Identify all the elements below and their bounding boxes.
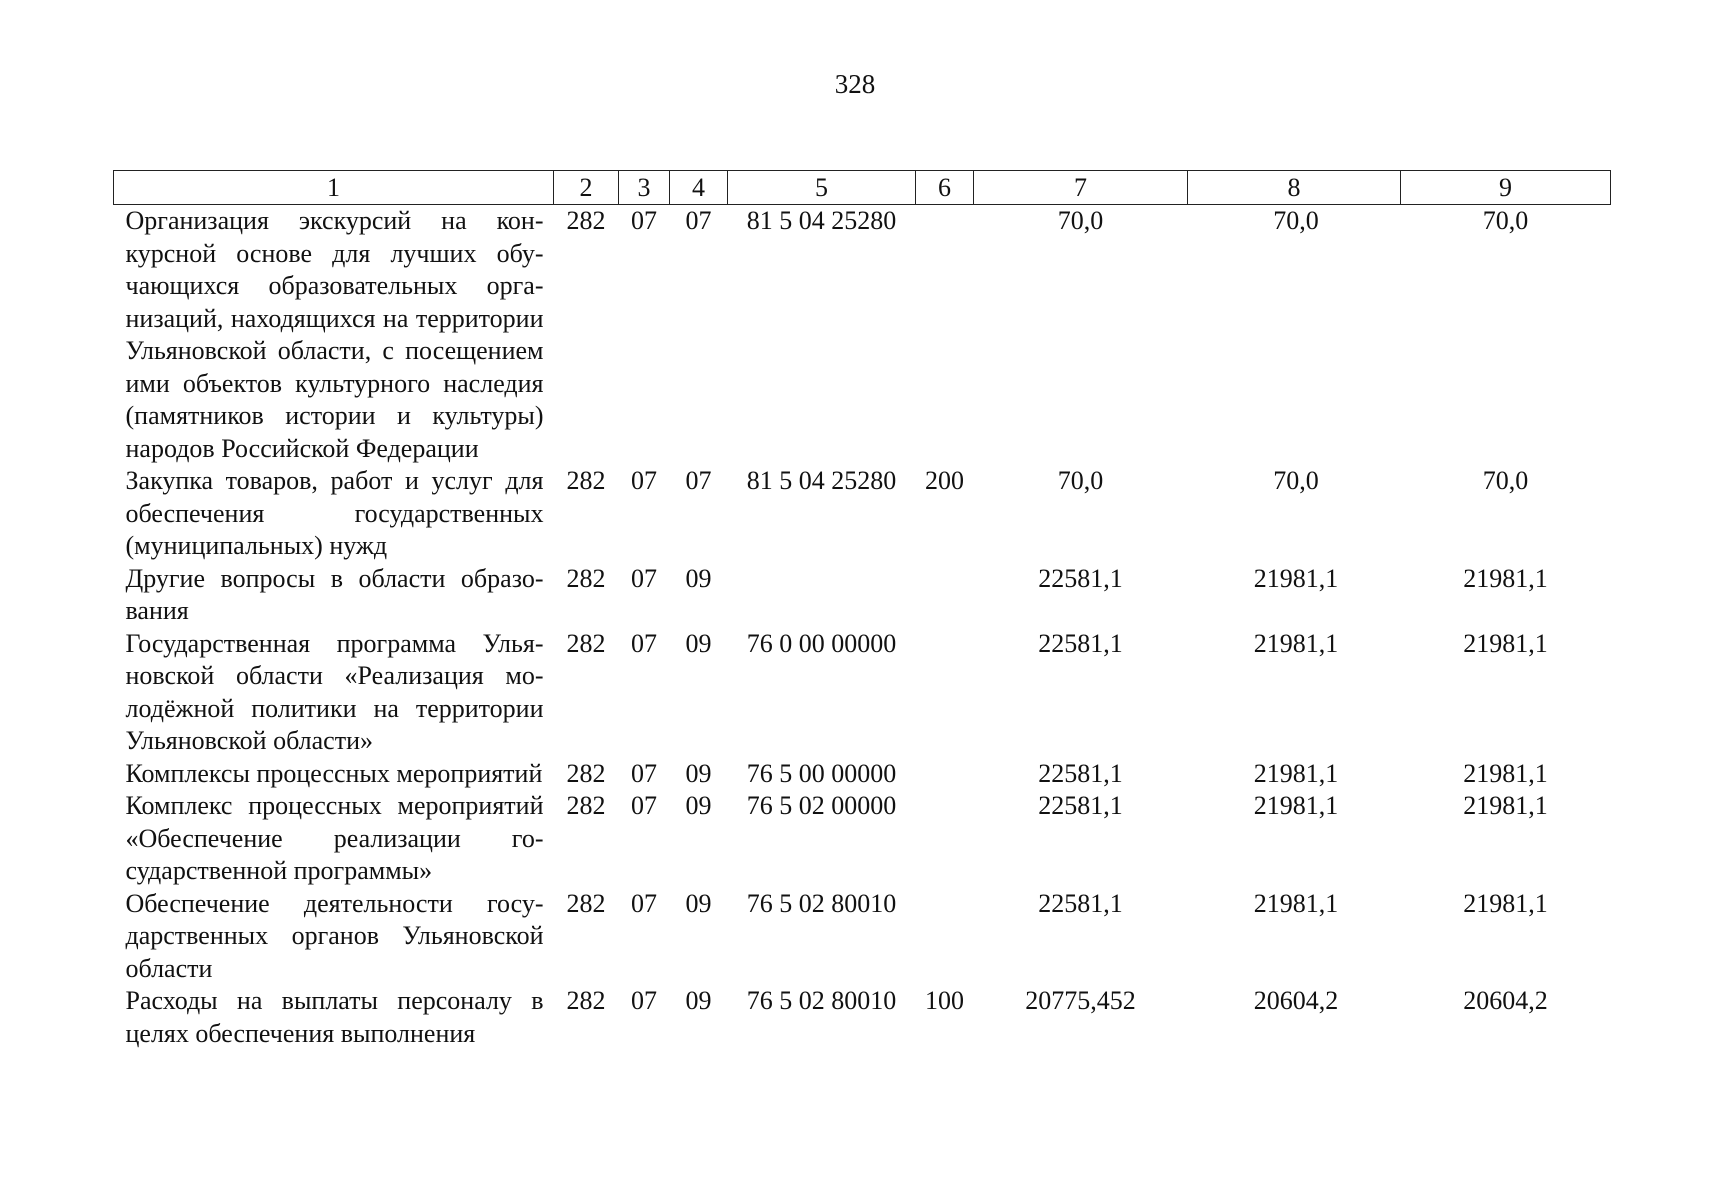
row-name: Комплекс процессных мероприятий «Обеспечение реализации государственной программы» bbox=[125, 791, 544, 885]
row-subsection-code: 09 bbox=[685, 758, 712, 788]
row-name: Другие вопросы в области образования bbox=[125, 563, 544, 625]
row-amount-7: 70,0 bbox=[1057, 466, 1104, 495]
column-header-1: 1 bbox=[114, 171, 554, 205]
row-expense-type bbox=[916, 888, 974, 986]
budget-table bbox=[113, 170, 1611, 1050]
row-subsection-code: 09 bbox=[685, 563, 712, 593]
row-amount-8: 20604,2 bbox=[1253, 986, 1339, 1015]
row-target-article bbox=[728, 563, 916, 628]
column-header-8: 8 bbox=[1188, 171, 1401, 205]
column-header-7: 7 bbox=[974, 171, 1188, 205]
row-name: Закупка товаров, работ и услуг для обеспечения государственных (муниципальных) нужд bbox=[125, 466, 544, 560]
row-expense-type: 200 bbox=[925, 466, 964, 495]
column-header-9: 9 bbox=[1401, 171, 1611, 205]
row-subsection-code: 07 bbox=[685, 206, 712, 235]
row-expense-type bbox=[916, 790, 974, 888]
column-header-5: 5 bbox=[728, 171, 916, 205]
row-amount-9: 21981,1 bbox=[1463, 791, 1548, 820]
row-amount-8: 21981,1 bbox=[1253, 758, 1339, 788]
table-header bbox=[114, 171, 1611, 205]
row-target-article: 76 5 00 00000 bbox=[746, 758, 897, 788]
row-ministry-code: 282 bbox=[566, 888, 606, 918]
row-section-code: 07 bbox=[631, 466, 657, 495]
table-row bbox=[114, 628, 1611, 758]
page-number: 328 bbox=[834, 69, 876, 99]
row-expense-type bbox=[916, 758, 974, 791]
table-body bbox=[114, 205, 1611, 1051]
column-header-4: 4 bbox=[670, 171, 728, 205]
row-amount-7: 22581,1 bbox=[1038, 888, 1123, 918]
row-amount-9: 70,0 bbox=[1482, 466, 1529, 495]
row-name: Комплексы процессных мероприятий bbox=[125, 758, 543, 788]
row-target-article: 81 5 04 25280 bbox=[746, 206, 897, 235]
row-ministry-code: 282 bbox=[566, 986, 606, 1015]
row-subsection-code: 09 bbox=[685, 628, 712, 658]
row-amount-8: 21981,1 bbox=[1253, 628, 1339, 658]
row-subsection-code: 09 bbox=[685, 888, 712, 918]
row-amount-8: 21981,1 bbox=[1253, 563, 1339, 593]
row-ministry-code: 282 bbox=[566, 791, 606, 820]
row-amount-9: 20604,2 bbox=[1463, 986, 1548, 1015]
row-expense-type bbox=[916, 563, 974, 628]
row-amount-8: 21981,1 bbox=[1253, 888, 1339, 918]
row-name: Организация экскурсий на конкурсной основе для лучших обучающихся образовательных организаций, находящихся на территории Ульяновской области, с посещением ими объектов культурного наследия (памятников истории и культуры) народов Российской Федерации bbox=[125, 206, 544, 463]
table-row bbox=[114, 205, 1611, 466]
table-row bbox=[114, 985, 1611, 1050]
row-target-article: 76 5 02 00000 bbox=[746, 791, 897, 820]
row-section-code: 07 bbox=[631, 791, 657, 820]
column-header-6: 6 bbox=[916, 171, 974, 205]
row-amount-7: 22581,1 bbox=[1038, 791, 1123, 820]
row-amount-9: 21981,1 bbox=[1463, 628, 1548, 658]
row-ministry-code: 282 bbox=[566, 758, 606, 788]
table-row bbox=[114, 563, 1611, 628]
row-section-code: 07 bbox=[631, 628, 657, 658]
row-section-code: 07 bbox=[631, 888, 657, 918]
row-section-code: 07 bbox=[631, 206, 657, 235]
row-subsection-code: 09 bbox=[685, 986, 712, 1015]
row-section-code: 07 bbox=[631, 986, 657, 1015]
row-name: Обеспечение деятельности государственных органов Ульяновской области bbox=[125, 888, 544, 983]
row-amount-9: 70,0 bbox=[1482, 206, 1529, 235]
table-row bbox=[114, 790, 1611, 888]
row-expense-type bbox=[916, 628, 974, 758]
row-target-article: 76 0 00 00000 bbox=[746, 628, 897, 658]
row-ministry-code: 282 bbox=[566, 628, 606, 658]
row-amount-7: 22581,1 bbox=[1038, 563, 1123, 593]
row-amount-7: 22581,1 bbox=[1038, 628, 1123, 658]
row-amount-9: 21981,1 bbox=[1463, 563, 1548, 593]
row-amount-7: 22581,1 bbox=[1038, 758, 1123, 788]
row-target-article: 76 5 02 80010 bbox=[746, 888, 897, 918]
row-amount-8: 21981,1 bbox=[1253, 791, 1339, 820]
header-row bbox=[114, 171, 1611, 205]
row-amount-7: 70,0 bbox=[1057, 206, 1104, 235]
row-amount-7: 20775,452 bbox=[1025, 986, 1136, 1015]
row-section-code: 07 bbox=[631, 563, 657, 593]
row-expense-type: 100 bbox=[925, 986, 964, 1015]
row-subsection-code: 07 bbox=[685, 466, 712, 495]
column-header-3: 3 bbox=[619, 171, 670, 205]
row-expense-type bbox=[916, 205, 974, 466]
row-ministry-code: 282 bbox=[566, 563, 606, 593]
row-target-article: 76 5 02 80010 bbox=[746, 986, 897, 1015]
row-ministry-code: 282 bbox=[566, 466, 606, 495]
row-amount-9: 21981,1 bbox=[1463, 758, 1548, 788]
row-amount-8: 70,0 bbox=[1273, 466, 1319, 495]
table-row bbox=[114, 758, 1611, 791]
row-name: Расходы на выплаты персоналу в целях обеспечения выполнения bbox=[125, 986, 544, 1048]
row-amount-9: 21981,1 bbox=[1463, 888, 1548, 918]
table-row bbox=[114, 465, 1611, 563]
row-target-article: 81 5 04 25280 bbox=[746, 466, 897, 495]
row-section-code: 07 bbox=[631, 758, 657, 788]
row-amount-8: 70,0 bbox=[1273, 206, 1319, 235]
row-subsection-code: 09 bbox=[685, 791, 712, 820]
table-row bbox=[114, 888, 1611, 986]
row-name: Государственная программа Ульяновской области «Реализация молодёжной политики на территории Ульяновской области» bbox=[125, 628, 544, 755]
column-header-2: 2 bbox=[554, 171, 619, 205]
row-ministry-code: 282 bbox=[566, 206, 606, 235]
